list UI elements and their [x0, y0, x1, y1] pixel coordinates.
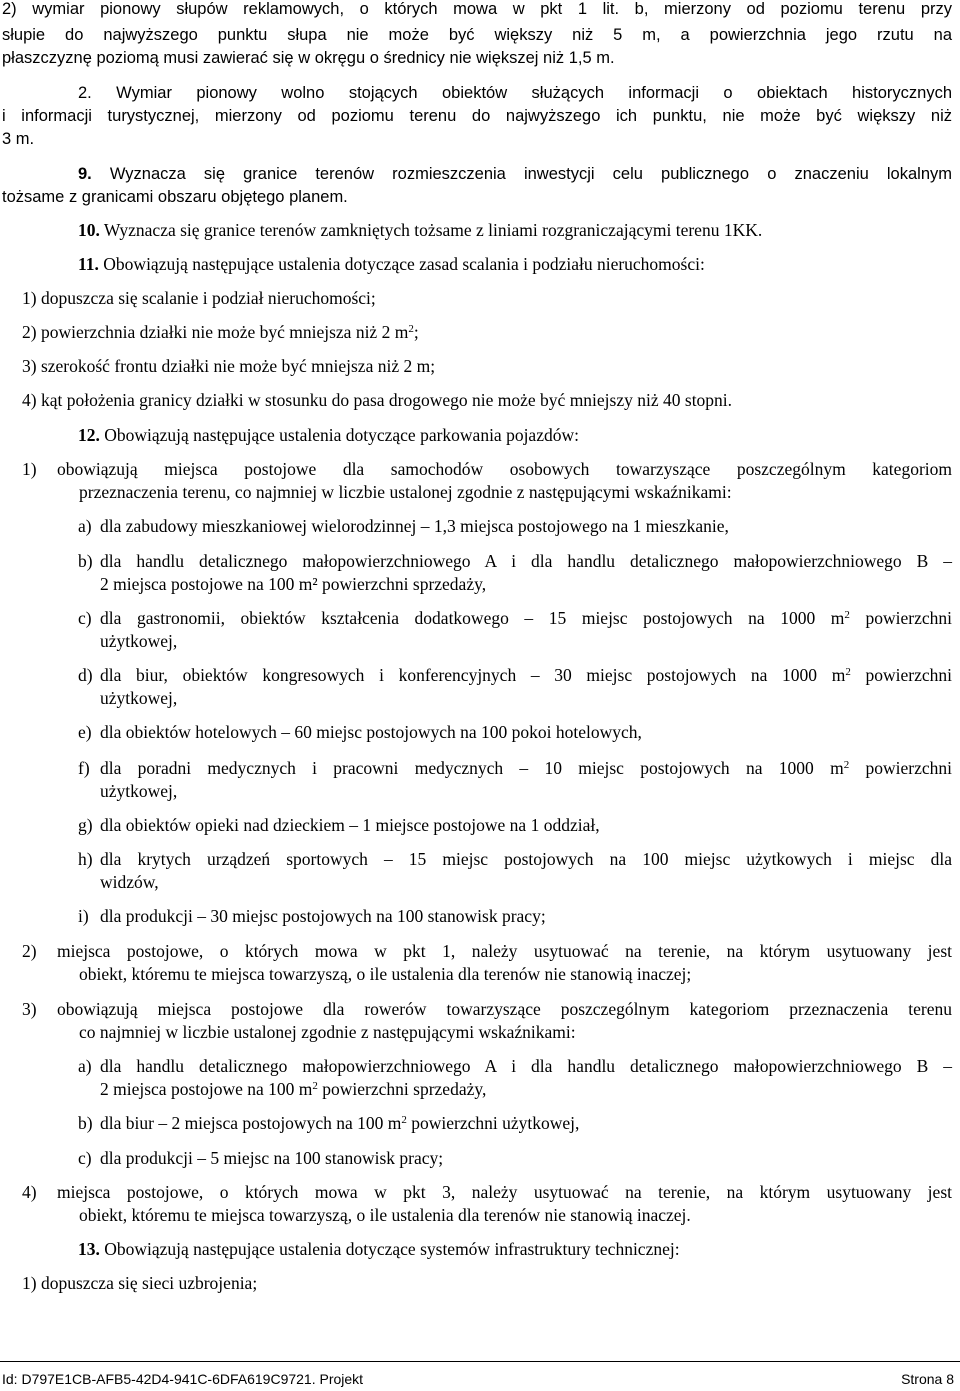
footer-page-number: Strona 8 [901, 1371, 954, 1387]
section-12-number: 12. [78, 425, 100, 445]
section-12-item-g: g) dla obiektów opieki nad dzieckiem – 1 miejsce postojowe na 1 oddział, [78, 815, 600, 835]
section-12-bike-item-c: c) dla produkcji – 5 miejsc na 100 stanowisk pracy; [78, 1148, 444, 1168]
section-12-item-a: a) dla zabudowy mieszkaniowej wielorodzinnej – 1,3 miejsca postojowego na 1 mieszkanie, [78, 516, 729, 536]
section-9-line1: 9. Wyznacza się granice terenów rozmieszczenia inwestycji celu publicznego o znaczeniu lokalnym [78, 165, 952, 183]
footer-document-id: Id: D797E1CB-AFB5-42D4-941C-6DFA619C9721. Projekt [2, 1371, 364, 1387]
section-12-intro: 12. Obowiązują następujące ustalenia dotyczące parkowania pojazdów: [78, 425, 579, 445]
section-13-number: 13. [78, 1239, 100, 1259]
section-12-item-f: f) dla poradni medycznych i pracowni medycznych – 10 miejsc postojowych na 1000 $m^2$ powierzchni użytkowej, [78, 758, 952, 801]
paragraph-slupy-line3: płaszczyznę poziomą musi zawierać się w okręgu o średnicy nie większej niż 1,5 m. [2, 49, 615, 67]
section-12-point-2: 2) miejsca postojowe, o których mowa w pkt 1, należy usytuować na terenie, na którym usytuowany jest obiekt, któremu te miejsca towarzyszą, o ile ustalenia dla terenów nie stanowią inaczej; [22, 941, 952, 984]
section-12-point-3: 3) obowiązują miejsca postojowe dla rowerów towarzyszące poszczególnym kategoriom przeznaczenia terenu co najmniej w liczbie ustalonej zgodnie z następującymi wskaźnikami: [22, 999, 952, 1042]
footer-divider [0, 1361, 960, 1362]
section-12-bike-item-b: b) dla biur – 2 miejsca postojowych na 100 $m^2$ powierzchni użytkowej, [78, 1113, 580, 1133]
section-11-intro: 11. Obowiązują następujące ustalenia dotyczące zasad scalania i podziału nieruchomości: [78, 254, 705, 274]
section-10-number: 10. [78, 220, 100, 240]
paragraph-slupy-line2: słupie do najwyższego punktu słupa nie może być większy niż 5 m, a powierzchnia jego rzutu na [2, 26, 952, 44]
section-12-point-4: 4) miejsca postojowe, o których mowa w pkt 3, należy usytuować na terenie, na którym usytuowany jest obiekt, któremu te miejsca towarzyszą, o ile ustalenia dla terenów nie stanowią inaczej. [22, 1182, 952, 1225]
paragraph-wymiar-line1: 2. Wymiar pionowy wolno stojących obiektów służących informacji o obiektach historycznych [78, 84, 952, 102]
section-12-item-h: h) dla krytych urządzeń sportowych – 15 miejsc postojowych na 100 miejsc użytkowych i miejsc dla widzów, [78, 849, 952, 892]
section-9-number: 9. [78, 165, 92, 183]
section-11-item-4: 4) kąt położenia granicy działki w stosunku do pasa drogowego nie może być mniejszy niż 40 stopni. [22, 390, 733, 410]
section-12-item-d: d) dla biur, obiektów kongresowych i konferencyjnych – 30 miejsc postojowych na 1000 $m^2$ powierzchni użytkowej, [78, 665, 952, 708]
paragraph-wymiar-line2: i informacji turystycznej, mierzony od poziomu terenu do najwyższego ich punktu, nie może być większy niż [2, 107, 952, 125]
section-12-item-e: e) dla obiektów hotelowych – 60 miejsc postojowych na 100 pokoi hotelowych, [78, 722, 642, 742]
section-11-item-1: 1) dopuszcza się scalanie i podział nieruchomości; [22, 288, 376, 308]
section-11-item-3: 3) szerokość frontu działki nie może być mniejsza niż 2 m; [22, 356, 436, 376]
section-12-item-b: b) dla handlu detalicznego małopowierzchniowego A i dla handlu detalicznego małopowierzchniowego B – 2 miejsca postojowe na 100 m² powierzchni sprzedaży, [78, 551, 952, 594]
section-11-item-2: 2) powierzchnia działki nie może być mniejsza niż 2 $m^2$; [22, 322, 419, 342]
section-13-item-1: 1) dopuszcza się sieci uzbrojenia; [22, 1273, 258, 1293]
paragraph-wymiar-line3: 3 m. [2, 130, 35, 148]
section-11-number: 11. [78, 254, 99, 274]
paragraph-slupy-line1: 2) wymiar pionowy słupów reklamowych, o których mowa w pkt 1 lit. b, mierzony od poziomu terenu przy [2, 0, 952, 18]
section-13-intro: 13. Obowiązują następujące ustalenia dotyczące systemów infrastruktury technicznej: [78, 1239, 680, 1259]
section-12-item-c: c) dla gastronomii, obiektów kształcenia dodatkowego – 15 miejsc postojowych na 1000 $m^2$ powierzchni użytkowej, [78, 608, 952, 651]
section-9-line2: tożsame z granicami obszaru objętego planem. [2, 188, 348, 206]
section-12-bike-item-a: a) dla handlu detalicznego małopowierzchniowego A i dla handlu detalicznego małopowierzchniowego B – 2 miejsca postojowe na 100 $m^2$ powierzchni sprzedaży, [78, 1056, 952, 1099]
section-12-point-1: 1) obowiązują miejsca postojowe dla samochodów osobowych towarzyszące poszczególnym kategoriom przeznaczenia terenu, co najmniej w liczbie ustalonej zgodnie z następującymi wskaźnikami: [22, 459, 952, 502]
section-10: 10. Wyznacza się granice terenów zamkniętych tożsame z liniami rozgraniczającymi terenu 1KK. [78, 220, 763, 240]
section-12-item-i: i) dla produkcji – 30 miejsc postojowych na 100 stanowisk pracy; [78, 906, 546, 926]
